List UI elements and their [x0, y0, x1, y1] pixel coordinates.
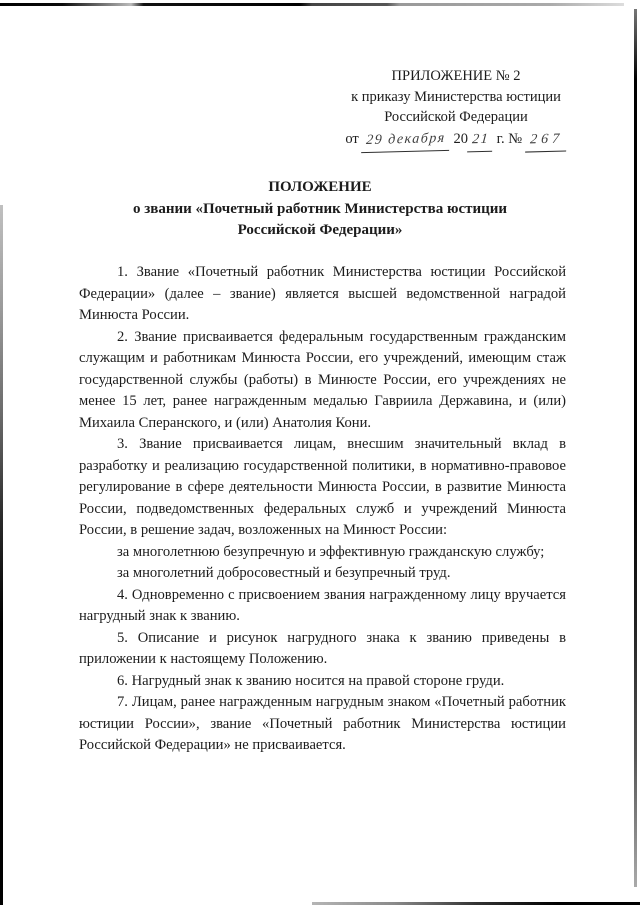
paragraph-5: 5. Описание и рисунок нагрудного знака к званию приведены в приложении к настоящему Положению.: [79, 629, 566, 667]
paragraph-7: 7. Лицам, ранее награжденным нагрудным знаком «Почетный работник юстиции России», звание «Почетный работник Министерства юстиции Российской Федерации» не присваивается.: [79, 694, 566, 753]
document-body: [79, 262, 566, 757]
document-title: ПОЛОЖЕНИЕ: [268, 179, 372, 195]
order-reference-line-1: к приказу Министерства юстиции: [351, 88, 561, 105]
handwritten-year: 21: [467, 129, 494, 151]
appendix-label: ПРИЛОЖЕНИЕ № 2: [391, 68, 521, 84]
order-reference-line-2: Российской Федерации: [384, 109, 528, 125]
paragraph-6: 6. Нагрудный знак к званию носится на правой стороне груди.: [117, 672, 505, 689]
scan-edge-top: [0, 3, 624, 6]
scan-edge-right: [634, 9, 637, 887]
printed-century: 20: [453, 130, 469, 147]
paragraph-3: 3. Звание присваивается лицам, внесшим значительный вклад в разработку и реализацию государственной политики, в нормативно-правовое регулирование в сфере деятельности Минюста России, в развитие Минюста России, подведомственных федеральных служб и учреждений Минюста России, в решение задач, возложенных на Минюст России:: [79, 436, 566, 538]
handwritten-order-number: 267: [525, 129, 568, 152]
number-label: г. №: [496, 130, 523, 147]
paragraph-3-item-2: за многолетний добросовестный и безупречный труд.: [117, 565, 451, 581]
order-date-line: [330, 129, 582, 152]
appendix-header: [330, 66, 582, 151]
paragraph-4: 4. Одновременно с присвоением звания награжденному лицу вручается нагрудный знак к званию.: [79, 586, 566, 624]
paragraph-1: 1. Звание «Почетный работник Министерства юстиции Российской Федерации» (далее – звание) является высшей ведомственной наградой Минюста России.: [79, 264, 566, 323]
scan-edge-left: [0, 205, 3, 905]
document-subtitle: о звании «Почетный работник Министерства юстиции Российской Федерации»: [132, 200, 508, 238]
paragraph-2: 2. Звание присваивается федеральным государственным гражданским служащим и работникам Минюста России, его учреждений, имеющим стаж государственной службы (работы) в Минюсте России, его учреждениях не менее 15 лет, ранее награжденным медалью Гавриила Державина, и (или) Михаила Сперанского, и (или) Анатолия Кони.: [79, 328, 566, 431]
document-title-block: [0, 177, 640, 242]
date-prefix: от: [345, 130, 359, 147]
handwritten-day-month: 29 декабря: [362, 128, 451, 152]
paragraph-3-item-1: за многолетнюю безупречную и эффективную гражданскую службу;: [117, 543, 545, 560]
